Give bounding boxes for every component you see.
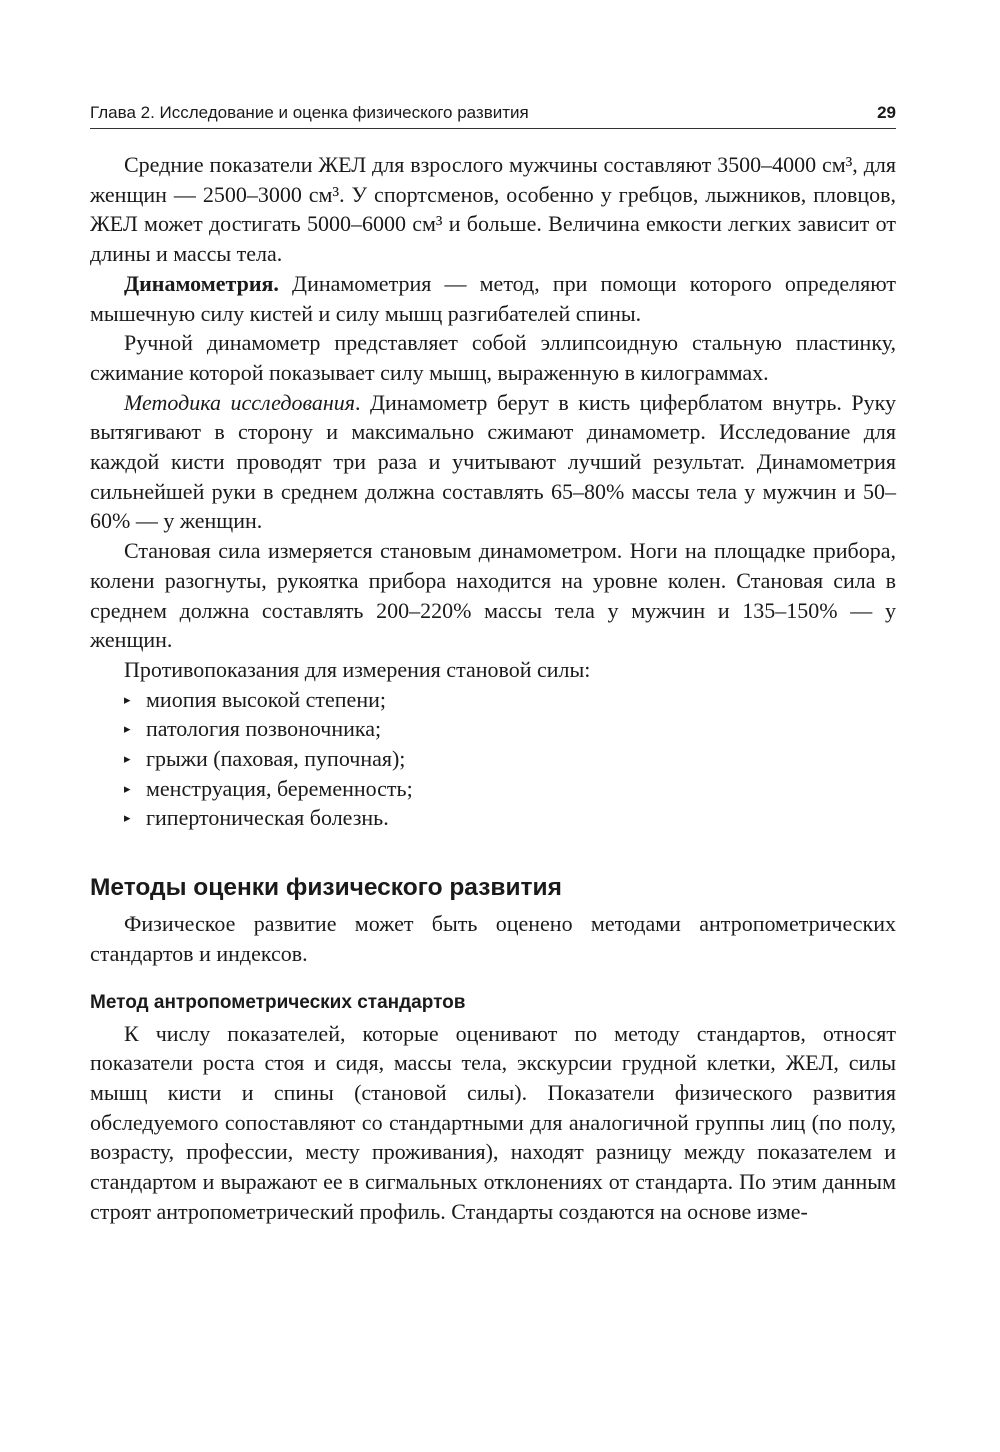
section-title: Методы оценки физического развития	[90, 874, 562, 902]
paragraph-back-strength: Становая сила измеряется становым динамометром. Ноги на площадке прибора, колени разогнуты, рукоятка прибора находится на уровне колен. Становая сила в среднем должна составлять 200–220% массы тела у мужчин и 135–150% — у женщин.	[90, 538, 896, 653]
paragraph-contraindications-intro: Противопоказания для измерения становой силы:	[124, 656, 591, 682]
page-number: 29	[877, 103, 896, 122]
paragraph-hand-dynamometer: Ручной динамометр представляет собой эллипсоидную стальную пластинку, сжимание которой показывает силу мышц, выраженную в килограммах.	[90, 330, 896, 385]
list-item-text: менструация, беременность;	[146, 775, 413, 801]
term-method: Методика исследования	[124, 389, 356, 415]
body-text	[90, 150, 896, 1227]
term-dynamometry: Динамометрия.	[124, 270, 279, 296]
section-intro: Физическое развитие может быть оценено методами антропометрических стандартов и индексов.	[90, 911, 896, 966]
header-rule	[90, 128, 896, 129]
paragraph-dynamometry-text: Динамометрия — метод, при помощи которого определяют мышечную силу кистей и силу мышц разгибателей спины.	[90, 270, 896, 326]
list-item	[124, 714, 896, 744]
paragraph-dynamometry	[90, 269, 896, 328]
chapter-title: Глава 2. Исследование и оценка физического развития	[90, 103, 529, 122]
bullet-icon: ▸	[124, 780, 131, 796]
bullet-icon: ▸	[124, 810, 131, 826]
list-item	[124, 744, 896, 774]
subsection-text: К числу показателей, которые оценивают по методу стандартов, относят показатели роста стоя и сидя, массы тела, экскурсии грудной клетки, ЖЕЛ, силы мышц кисти и спины (становой силы). Показатели физического развития обследуемого сопоставляют со стандартными для аналогичной группы лиц (по полу, возрасту, профессии, месту проживания), находят разницу между показателем и стандартом и выражают ее в сигмальных отклонениях от стандарта. По этим данным строят антропометрический профиль. Стандарты создаются на основе изме-	[90, 1020, 896, 1224]
paragraph-vital-capacity: Средние показатели ЖЕЛ для взрослого мужчины составляют 3500–4000 см³, для женщин — 2500–3000 см³. У спортсменов, особенно у гребцов, лыжников, пловцов, ЖЕЛ может достигать 5000–6000 см³ и больше. Величина емкости легких зависит от длины и массы тела.	[90, 152, 896, 267]
paragraph-method-text: . Динамометр берут в кисть циферблатом внутрь. Руку вытягивают в сторону и максимально сжимают динамометр. Исследование для каждой кисти проводят три раза и учитывают лучший результат. Динамометрия сильнейшей руки в среднем должна составлять 65–80% массы тела у мужчин и 50–60% — у женщин.	[90, 389, 897, 534]
bullet-icon: ▸	[124, 721, 131, 737]
paragraph-method	[90, 388, 896, 537]
list-item-text: гипертоническая болезнь.	[146, 805, 389, 831]
contraindications-list	[90, 685, 896, 834]
list-item	[124, 803, 896, 833]
list-item	[124, 774, 896, 804]
list-item-text: миопия высокой степени;	[146, 686, 386, 712]
bullet-icon: ▸	[124, 751, 131, 767]
list-item-text: грыжи (паховая, пупочная);	[146, 746, 406, 772]
list-item-text: патология позвоночника;	[146, 716, 382, 742]
list-item	[124, 685, 896, 715]
subsection-title: Метод антропометрических стандартов	[90, 991, 466, 1013]
bullet-icon: ▸	[124, 691, 131, 707]
